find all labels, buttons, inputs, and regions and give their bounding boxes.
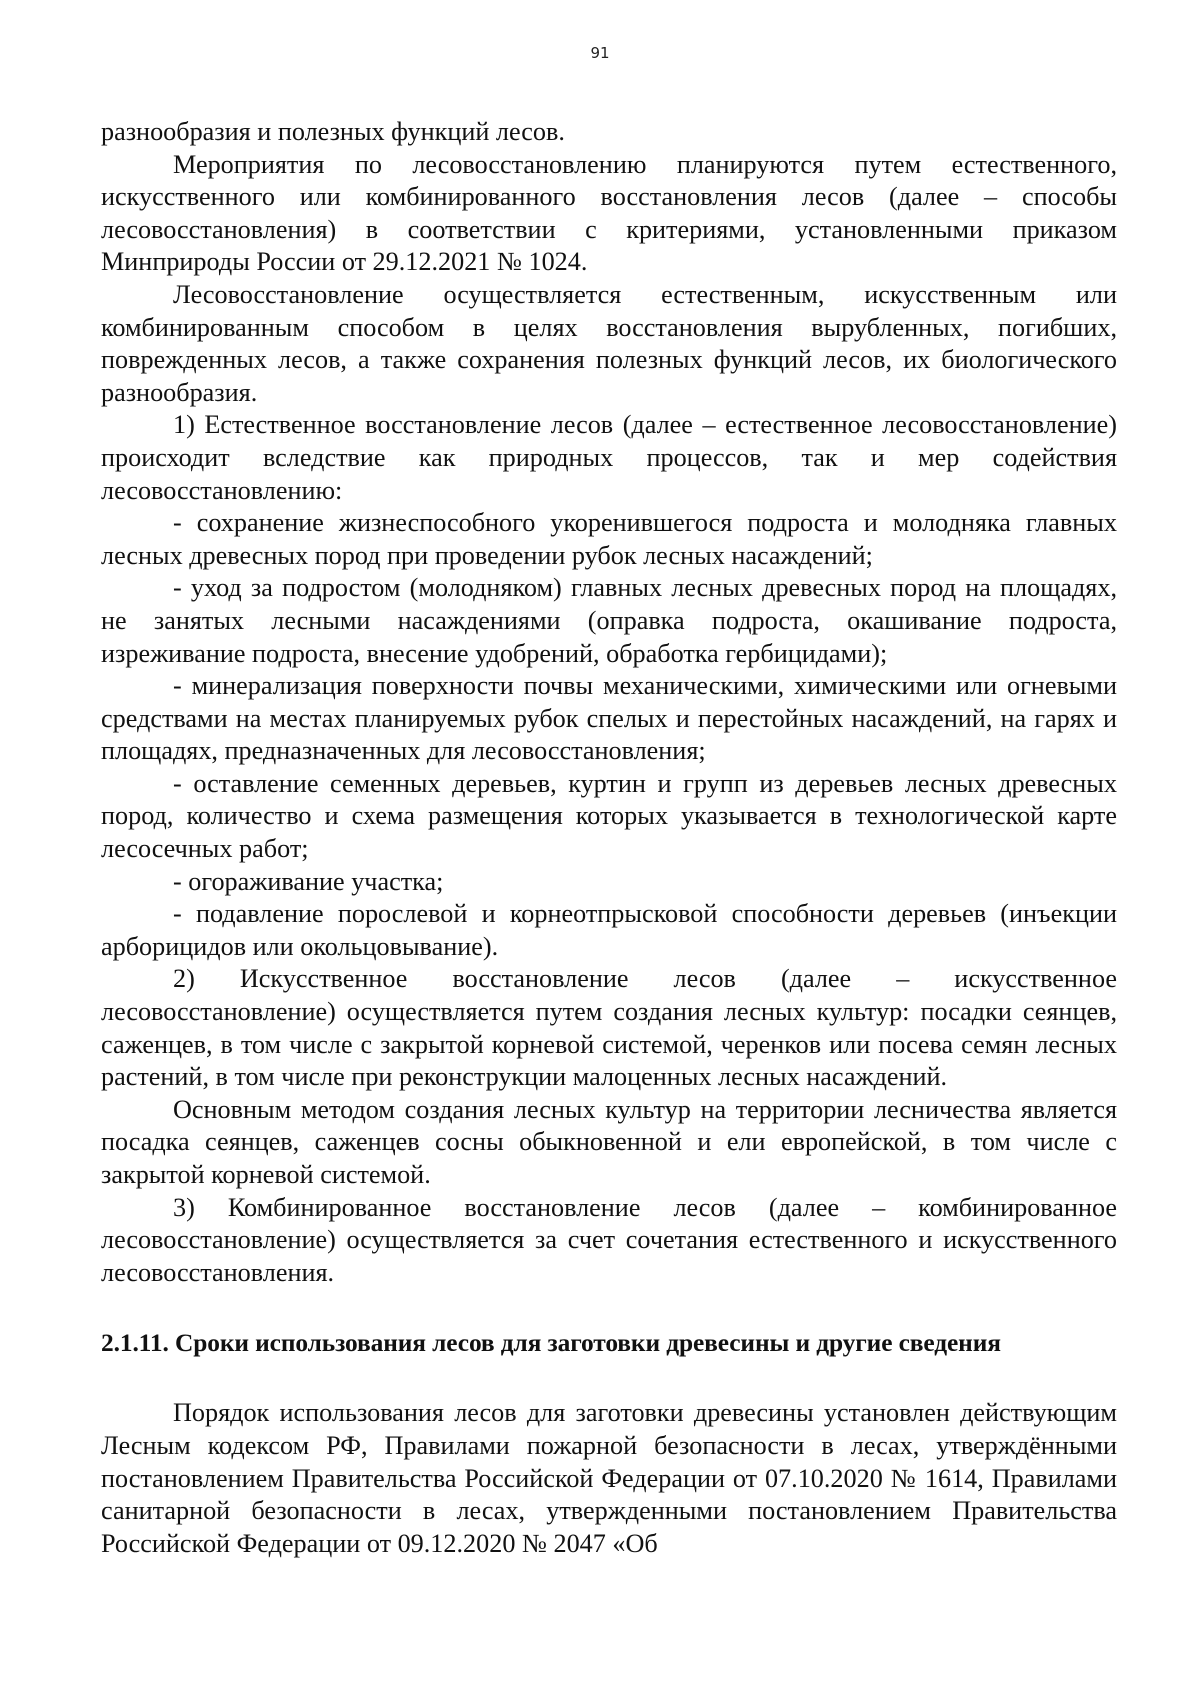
list-item-undergrowth-care: - уход за подростом (молодняком) главных лесных древесных пород на площадях, не занятых лесными насаждениями (оправка подроста, окашивание подроста, изреживание подроста, внесение удобрений, обработка гербицидами);	[101, 573, 1117, 668]
paragraph-measures: Мероприятия по лесовосстановлению планируются путем естественного, искусственного или комбинированного восстановления лесов (далее – способы лесовосстановления) в соответствии с критериями, установленными приказом Минприроды России от 29.12.2021 № 1024.	[101, 149, 1117, 277]
list-item-seed-trees: - оставление семенных деревьев, куртин и групп из деревьев лесных древесных пород, количество и схема размещения которых указывается в технологической карте лесосечных работ;	[101, 768, 1117, 864]
page-number: 91	[590, 44, 610, 62]
list-item-soil-mineralization: - минерализация поверхности почвы механическими, химическими или огневыми средствами на местах планируемых рубок спелых и перестойных насаждений, на гарях и площадях, предназначенных для лесовосстановления;	[101, 671, 1117, 766]
section-heading: 2.1.11. Сроки использования лесов для заготовки древесины и другие сведения	[101, 1329, 1001, 1358]
document-body	[101, 116, 1117, 1560]
paragraph-continuation: разнообразия и полезных функций лесов.	[101, 117, 565, 146]
list-item-fencing: - огораживание участка;	[173, 866, 444, 896]
list-item-undergrowth-preservation: - сохранение жизнеспособного укоренившегося подроста и молодняка главных лесных древесных пород при проведении рубок лесных насаждений;	[101, 508, 1117, 570]
paragraph-main-method: Основным методом создания лесных культур на территории лесничества является посадка сеянцев, саженцев сосны обыкновенной и ели европейской, в том числе с закрытой корневой системой.	[101, 1094, 1117, 1189]
paragraph-combined-reforestation: 3) Комбинированное восстановление лесов (далее – комбинированное лесовосстановление) осуществляется за счет сочетания естественного и искусственного лесовосстановления.	[101, 1192, 1117, 1287]
paragraph-reforestation-methods: Лесовосстановление осуществляется естественным, искусственным или комбинированным способом в целях восстановления вырубленных, погибших, поврежденных лесов, а также сохранения полезных функций лесов, их биологического разнообразия.	[101, 279, 1117, 407]
paragraph-artificial-reforestation: 2) Искусственное восстановление лесов (далее – искусственное лесовосстановление) осуществляется путем создания лесных культур: посадки сеянцев, саженцев, в том числе с закрытой корневой системой, черенков или посева семян лесных растений, в том числе при реконструкции малоценных лесных насаждений.	[101, 964, 1117, 1092]
list-item-sprout-suppression: - подавление порослевой и корнеотпрысковой способности деревьев (инъекции арборицидов или окольцовывание).	[101, 899, 1117, 961]
paragraph-harvesting-order: Порядок использования лесов для заготовки древесины установлен действующим Лесным кодексом РФ, Правилами пожарной безопасности в лесах, утверждёнными постановлением Правительства Российской Федерации от 07.10.2020 № 1614, Правилами санитарной безопасности в лесах, утвержденными постановлением Правительства Российской Федерации от 09.12.2020 № 2047 «Об	[101, 1398, 1117, 1558]
paragraph-natural-reforestation: 1) Естественное восстановление лесов (далее – естественное лесовосстановление) происходит вследствие как природных процессов, так и мер содействия лесовосстановлению:	[101, 410, 1117, 505]
